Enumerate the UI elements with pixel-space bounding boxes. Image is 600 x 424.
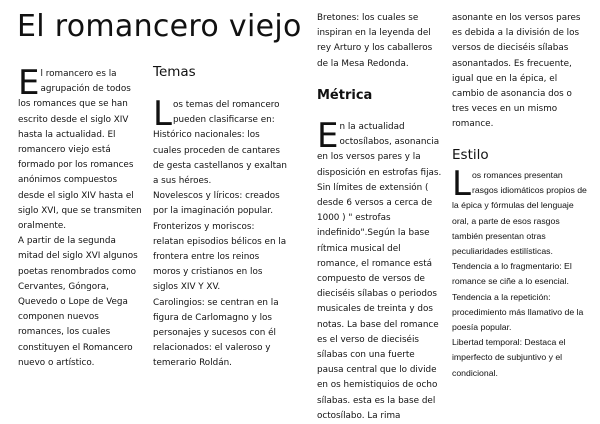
drop-cap: L bbox=[452, 164, 471, 204]
temas-column bbox=[153, 94, 288, 372]
estilo-heading: Estilo bbox=[452, 147, 489, 163]
carolingios-paragraph: Carolingios: se centran en la figura de Carlomagno y los personajes y sucesos con él relacionados: el valeroso y temerario Roldán. bbox=[153, 297, 279, 369]
novelescos-paragraph: Novelescos y líricos: creados por la imaginación popular. bbox=[153, 191, 280, 217]
drop-cap: E bbox=[317, 116, 339, 156]
temas-intro-paragraph bbox=[153, 94, 288, 134]
intro-column bbox=[18, 63, 144, 371]
page-title: El romancero viejo bbox=[17, 9, 302, 44]
estilo-intro-text: os romances presentan rasgos idiomáticos propios de la épica y fórmulas del lenguaje oral, a parte de esos rasgos también presentan otras peculiaridades estilísticas. bbox=[452, 170, 587, 257]
metrica-column bbox=[317, 116, 444, 424]
bretones-paragraph: Bretones: los cuales se inspiran en la leyenda del rey Arturo y los caballeros de la Mesa Redonda. bbox=[317, 13, 433, 69]
temas-heading: Temas bbox=[153, 64, 196, 80]
asonante-column bbox=[452, 11, 586, 133]
bretones-column bbox=[317, 11, 442, 72]
nuevo-paragraph: A partir de la segunda mitad del siglo XVI algunos poetas renombrados como Cervantes, Góngora, Quevedo o Lope de Vega componen nuevos romances, los cuales constituyen el Romancero nuevo o artístico. bbox=[18, 236, 138, 368]
metrica-text: n la actualidad octosílabos, asonancia en los versos pares y la disposición en estrofas fijas. Sin límites de extensión ( desde 6 versos a cerca de 1000 ) " estrofas indefinido".Según la base rítmica musical del romance, el romance está compuesto de versos de dieciséis sílabas o periodos musicales de treinta y dos notas. La base del romance es el verso de dieciséis sílabas con una fuerte pausa central que lo divide en os hemistiquios de ocho sílabas. esta es la base del octosílabo. La rima bbox=[317, 122, 442, 421]
drop-cap: E bbox=[18, 63, 40, 103]
drop-cap: L bbox=[153, 94, 172, 134]
estilo-intro-paragraph bbox=[452, 164, 588, 259]
fragmentario-paragraph: Tendencia a lo fragmentario: El romance se ciñe a lo esencial. bbox=[452, 261, 572, 287]
estilo-column bbox=[452, 164, 588, 381]
fronterizos-paragraph: Fronterizos y moriscos: relatan episodios bélicos en la frontera entre los reinos moros y cristianos en los siglos XIV Y XV. bbox=[153, 221, 287, 293]
intro-text: l romancero es la agrupación de todos los romances que se han escrito desde el siglo XIV hasta la actualidad. El romancero viejo está formado por los romances anónimos compuestos desde el siglo XIV hasta el siglo XVI, que se transmiten oralmente. bbox=[18, 69, 142, 232]
metrica-paragraph bbox=[317, 116, 444, 424]
asonante-paragraph: asonante en los versos pares es debida a la división de los versos de dieciséis sílabas asonantados. Es frecuente, igual que en la épica, el cambio de asonancia dos o tres veces en un mismo romance. bbox=[452, 13, 581, 130]
historicos-paragraph: Histórico nacionales: los cuales proceden de cantares de gesta castellanos y exaltan a sus héroes. bbox=[153, 130, 288, 187]
temas-intro-text: os temas del romancero pueden clasificarse en: bbox=[172, 100, 280, 126]
repeticion-paragraph: Tendencia a la repetición: procedimiento más llamativo de la poesía popular. bbox=[452, 291, 584, 333]
intro-paragraph bbox=[18, 63, 144, 234]
temporal-paragraph: Libertad temporal: Destaca el imperfecto de subjuntivo y el condicional. bbox=[452, 337, 566, 378]
metrica-heading: Métrica bbox=[317, 88, 373, 103]
